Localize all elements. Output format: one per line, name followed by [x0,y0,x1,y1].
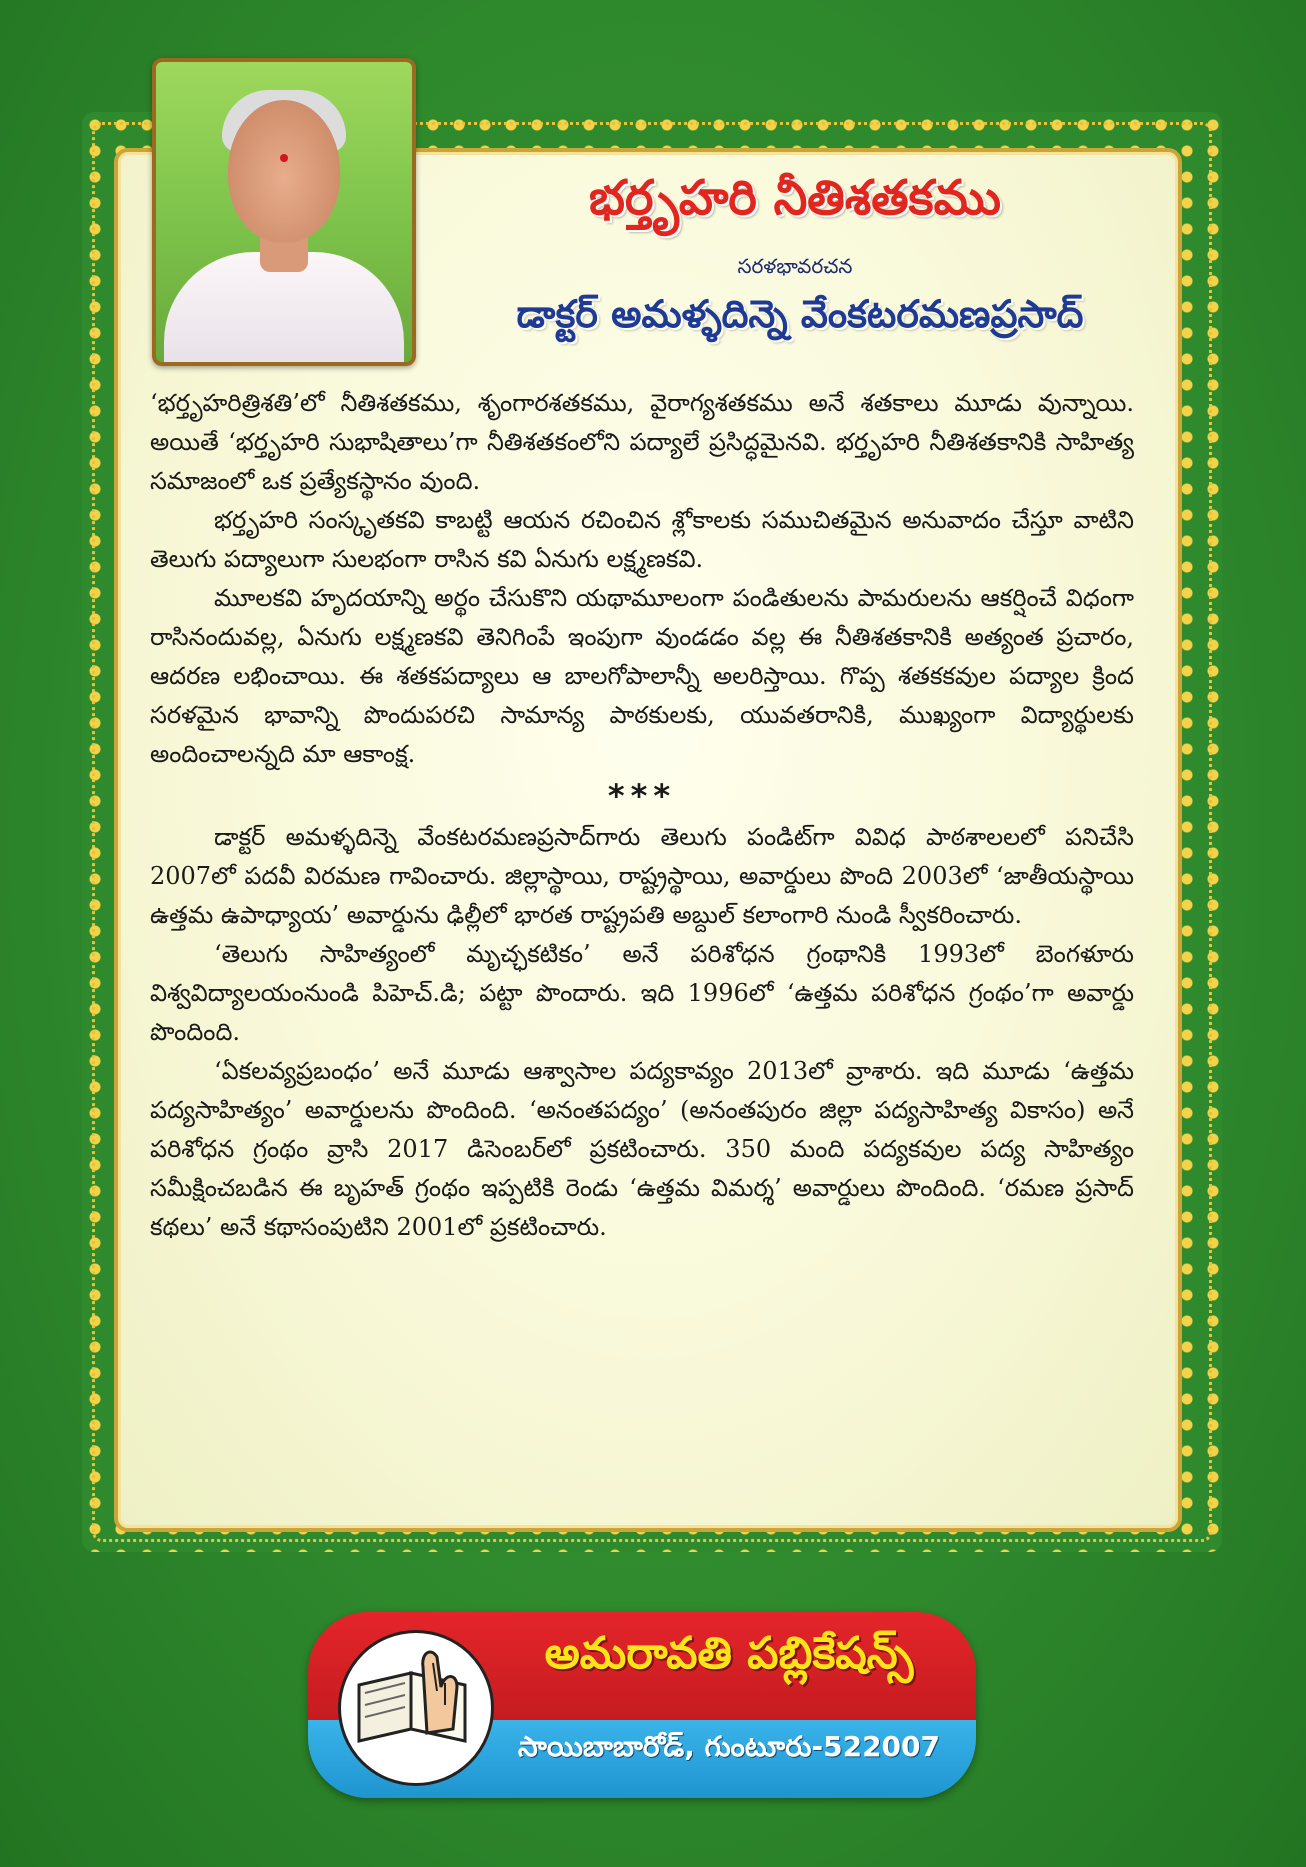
author-photo [152,58,416,366]
paragraph-career: డాక్టర్ అమళ్ళదిన్నె వేంకటరమణప్రసాద్‌గారు తెలుగు పండిట్‌గా వివిధ పాఠశాలలలో పనిచేసి 2007లో పదవీ విరమణ గావించారు. జిల్లాస్థాయి, రాష్ట్రస్థాయి, అవార్డులు పొంది 2003లో ‘జాతీయస్థాయి ఉత్తమ ఉపాధ్యాయ’ అవార్డును ఢిల్లీలో భారత రాష్ట్రపతి అబ్దుల్ కలాంగారి నుండి స్వీకరించారు. [150,823,1134,929]
paragraph-translation: భర్తృహరి సంస్కృతకవి కాబట్టి ఆయన రచించిన శ్లోకాలకు సముచితమైన అనువాదం చేస్తూ వాటిని తెలుగు పద్యాలుగా సులభంగా రాసిన కవి ఏనుగు లక్ష్మణకవి. [150,506,1134,573]
description-text [150,384,1134,1247]
book-title: భర్తృహరి నీతిశతకము [588,170,1002,226]
hand-book-emblem-icon [338,1630,494,1786]
section-separator: *** [607,777,677,815]
book-subtitle: సరళభావరచన [737,254,853,278]
publisher-name: అమరావతి పబ్లికేషన్స్ [544,1628,914,1679]
author-name: డాక్టర్ అమళ్ళదిన్నె వేంకటరమణప్రసాద్ [516,292,1084,336]
paragraph-research: ‘తెలుగు సాహిత్యంలో మృచ్ఛకటికం’ అనే పరిశోధన గ్రంథానికి 1993లో బెంగళూరు విశ్వవిద్యాలయంనుండి పిహెచ్.డి; పట్టా పొందారు. ఇది 1996లో ‘ఉత్తమ పరిశోధన గ్రంథం’గా అవార్డు పొందింది. [150,940,1134,1046]
paragraph-purpose: మూలకవి హృదయాన్ని అర్థం చేసుకొని యథామూలంగా పండితులను పామరులను ఆకర్షించే విధంగా రాసినందువల్ల, ఏనుగు లక్ష్మణకవి తెనిగింపే ఇంపుగా వుండడం వల్ల ఈ నీతిశతకానికి అత్యంత ప్రచారం, ఆదరణ లభించాయి. ఈ శతకపద్యాలు ఆ బాలగోపాలాన్నీ అలరిస్తాయి. గొప్ప శతకకవుల పద్యాల క్రింద సరళమైన భావాన్ని పొందుపరచి సామాన్య పాఠకులకు, యువతరానికి, ముఖ్యంగా విద్యార్థులకు అందించాలన్నది మా ఆకాంక్ష. [150,584,1134,768]
publisher-logo [308,1612,976,1798]
paragraph-intro: ‘భర్తృహరిత్రిశతి’లో నీతిశతకము, శృంగారశతకము, వైరాగ్యశతకము అనే శతకాలు మూడు వున్నాయి. అయితే ‘భర్తృహరి సుభాషితాలు’గా నీతిశతకంలోని పద్యాలే ప్రసిద్ధమైనవి. భర్తృహరి నీతిశతకానికి సాహిత్య సమాజంలో ఒక ప్రత్యేకస్థానం వుంది. [150,389,1134,495]
photo-head [228,100,340,242]
photo-bindi [280,154,288,162]
publisher-address: సాయిబాబారోడ్, గుంటూరు-522007 [517,1730,940,1763]
paragraph-works: ‘ఏకలవ్యప్రబంధం’ అనే మూడు ఆశ్వాసాల పద్యకావ్యం 2013లో వ్రాశారు. ఇది మూడు ‘ఉత్తమ పద్యసాహిత్యం’ అవార్డులను పొందింది. ‘అనంతపద్యం’ (అనంతపురం జిల్లా పద్యసాహిత్య వికాసం) అనే పరిశోధన గ్రంథం వ్రాసి 2017 డిసెంబర్‌లో ప్రకటించారు. 350 మంది పద్యకవుల పద్య సాహిత్యం సమీక్షించబడిన ఈ బృహత్ గ్రంథం ఇప్పటికి రెండు ‘ఉత్తమ విమర్శ’ అవార్డులు పొందింది. ‘రమణ ప్రసాద్ కథలు’ అనే కథాసంపుటిని 2001లో ప్రకటించారు. [150,1057,1134,1241]
